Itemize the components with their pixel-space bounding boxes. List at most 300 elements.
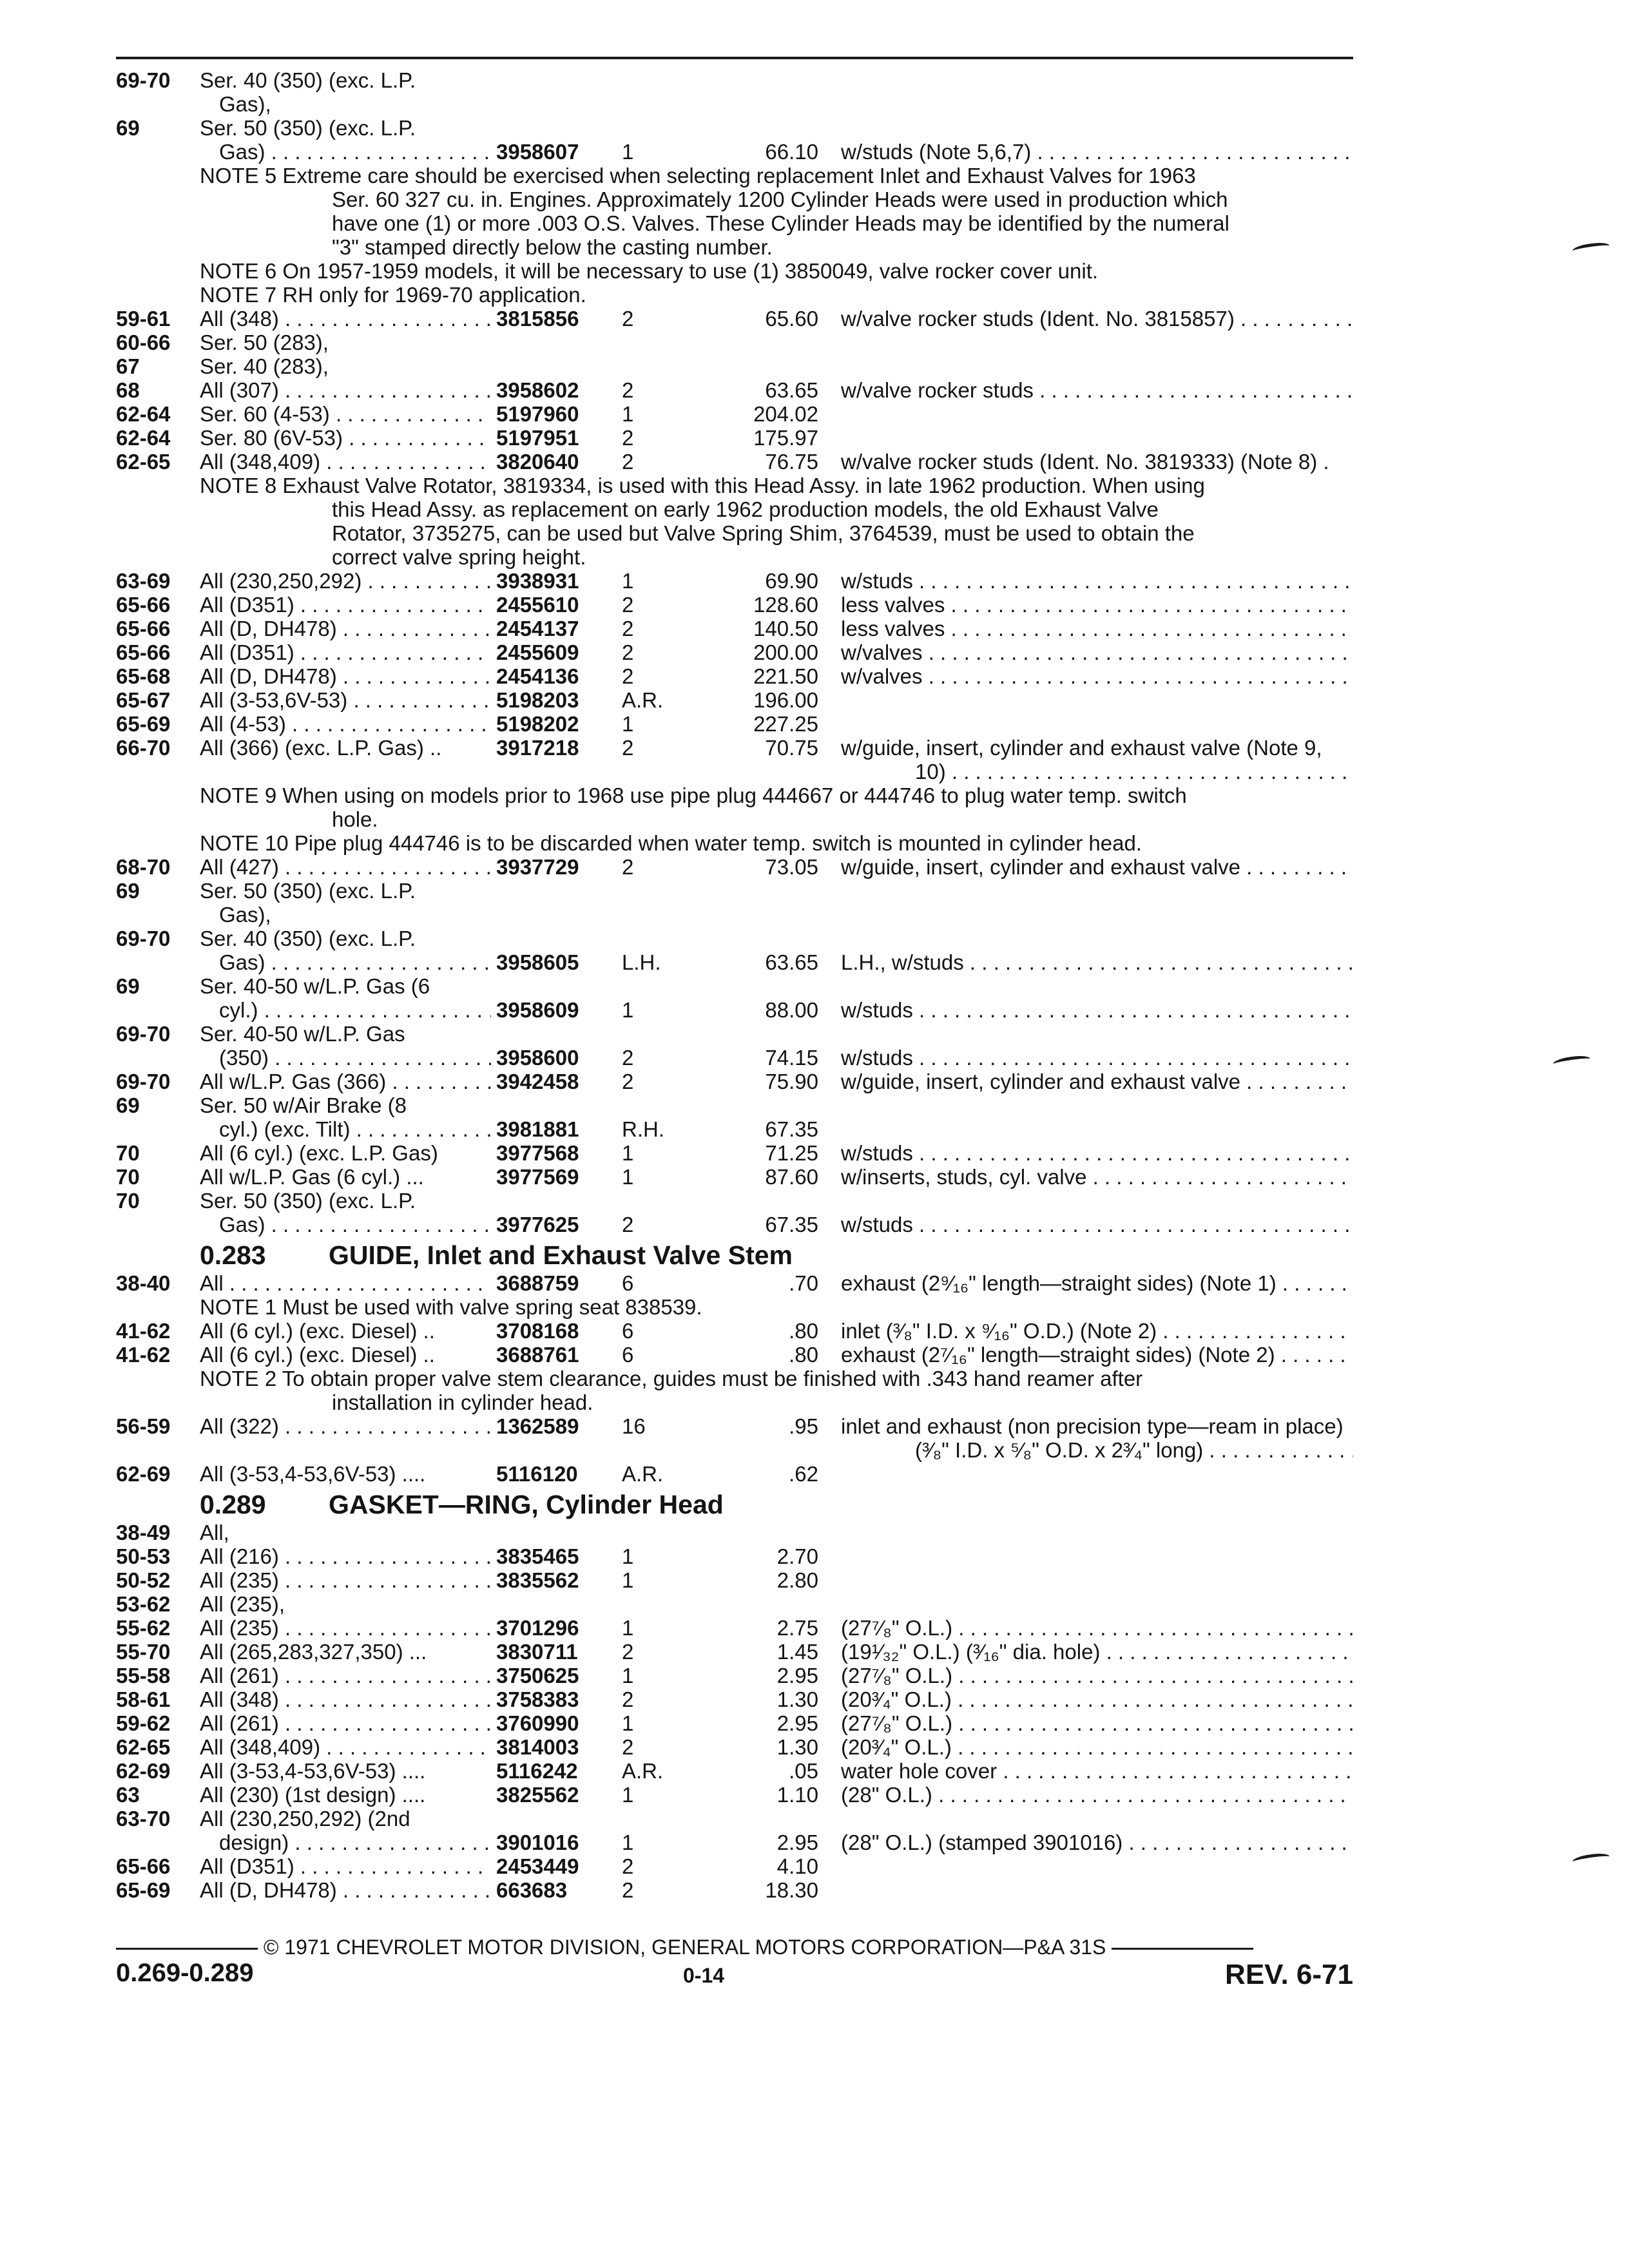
table-row xyxy=(116,426,1366,450)
application-description: Ser. 40 (283), xyxy=(200,354,329,378)
application-description: All (235) . . . xyxy=(200,1568,594,1592)
application-description: All (230,250,292) (2nd xyxy=(200,1807,410,1831)
application-description: All (3-53,6V-53) . . . xyxy=(200,688,594,712)
model-years: 67 xyxy=(116,354,140,378)
note-text: NOTE 8 Exhaust Valve Rotator, 3819334, is used with this Head Assy. in late 1962 production. When using xyxy=(200,474,1205,497)
table-row xyxy=(116,1711,1366,1735)
part-number: 3835562 xyxy=(491,1568,628,1592)
table-row xyxy=(116,1544,1366,1568)
application-description: Ser. 50 w/Air Brake (8 xyxy=(200,1093,407,1117)
table-row xyxy=(116,855,1366,879)
part-number: 3825562 xyxy=(491,1783,628,1807)
remarks: 10) . . . xyxy=(915,760,1353,783)
part-number: 5198203 xyxy=(491,688,628,712)
list-price: 196.00 xyxy=(753,688,818,712)
remarks: (27⁷⁄₈" O.L.) . . . xyxy=(841,1711,1353,1735)
table-row xyxy=(116,1521,1366,1544)
remarks: w/studs . . . xyxy=(841,1213,1353,1236)
remarks: (27⁷⁄₈" O.L.) . . . xyxy=(841,1664,1353,1687)
application-description: design) . . . xyxy=(219,1831,594,1854)
part-number: 3815856 xyxy=(491,307,628,331)
quantity: A.R. xyxy=(622,688,664,712)
note-continuation: installation in cylinder head. xyxy=(332,1390,593,1414)
quantity: 2 xyxy=(622,1735,634,1759)
quantity: 2 xyxy=(622,664,634,688)
application-description: All (348,409) . . . xyxy=(200,1735,594,1759)
model-years: 69-70 xyxy=(116,1022,171,1046)
model-years: 50-53 xyxy=(116,1544,171,1568)
remarks: less valves . . . xyxy=(841,617,1353,640)
note-block xyxy=(116,474,1366,569)
application-description: Ser. 40-50 w/L.P. Gas (6 xyxy=(200,974,430,998)
note-block xyxy=(116,783,1366,831)
note-continuation: Rotator, 3735275, can be used but Valve Spring Shim, 3764539, must be used to obtain the xyxy=(332,521,1195,545)
application-description: All (D, DH478) . . . xyxy=(200,1878,594,1902)
list-price: 227.25 xyxy=(753,712,818,736)
section-number: 0.283 xyxy=(200,1240,266,1270)
section-heading xyxy=(116,1239,1366,1271)
model-years: 41-62 xyxy=(116,1343,171,1367)
part-number: 3688759 xyxy=(491,1271,628,1295)
table-row xyxy=(116,664,1366,688)
note-text: NOTE 2 To obtain proper valve stem clearance, guides must be finished with .343 hand reamer after xyxy=(200,1367,1143,1390)
table-row xyxy=(116,140,1366,164)
list-price: 63.65 xyxy=(765,950,818,974)
remarks: L.H., w/studs . . . xyxy=(841,950,1353,974)
part-number: 5116120 xyxy=(491,1462,628,1486)
application-description: All (D351) . . . xyxy=(200,593,594,617)
list-price: 18.30 xyxy=(765,1878,818,1902)
remarks: (20³⁄₄" O.L.) . . . xyxy=(841,1735,1353,1759)
remarks: w/studs (Note 5,6,7) . . . xyxy=(841,140,1353,164)
list-price: 2.95 xyxy=(776,1711,818,1735)
application-description: All (261) . . . xyxy=(200,1664,594,1687)
quantity: A.R. xyxy=(622,1759,664,1783)
table-row xyxy=(116,378,1366,402)
table-row xyxy=(116,1093,1366,1117)
quantity: 2 xyxy=(622,1687,634,1711)
remarks: w/valves . . . xyxy=(841,640,1353,664)
model-years: 65-66 xyxy=(116,593,171,617)
list-price: 200.00 xyxy=(753,640,818,664)
table-row xyxy=(116,1343,1366,1367)
remarks: w/guide, insert, cylinder and exhaust valve . . . xyxy=(841,1070,1353,1093)
table-row xyxy=(116,569,1366,593)
list-price: 2.70 xyxy=(776,1544,818,1568)
remarks: (³⁄₈" I.D. x ⁵⁄₈" O.D. x 2³⁄₄" long) . . . xyxy=(915,1438,1353,1462)
list-price: .80 xyxy=(789,1343,818,1367)
table-row xyxy=(116,593,1366,617)
application-description: Ser. 40 (350) (exc. L.P. xyxy=(200,68,416,92)
quantity: 6 xyxy=(622,1271,634,1295)
part-number: 3958602 xyxy=(491,378,628,402)
application-description: Gas) . . . xyxy=(219,1213,594,1236)
remarks: w/valve rocker studs (Ident. No. 3815857) . . . xyxy=(841,307,1353,331)
list-price: .80 xyxy=(789,1319,818,1343)
part-number: 3942458 xyxy=(491,1070,628,1093)
list-price: 2.80 xyxy=(776,1568,818,1592)
table-row xyxy=(116,92,1366,116)
table-row xyxy=(116,1687,1366,1711)
table-row xyxy=(116,402,1366,426)
note-text: NOTE 1 Must be used with valve spring seat 838539. xyxy=(200,1295,702,1319)
model-years: 65-68 xyxy=(116,664,171,688)
model-years: 62-64 xyxy=(116,402,171,426)
remarks: w/valves . . . xyxy=(841,664,1353,688)
quantity: 2 xyxy=(622,378,634,402)
application-description: All (235) . . . xyxy=(200,1616,594,1640)
application-description: Ser. 60 (4-53) . . . xyxy=(200,402,594,426)
copyright-text: © 1971 CHEVROLET MOTOR DIVISION, GENERAL MOTORS CORPORATION—P&A 31S xyxy=(263,1936,1106,1959)
remarks: w/valve rocker studs . . . xyxy=(841,378,1353,402)
part-number: 2455609 xyxy=(491,640,628,664)
model-years: 65-66 xyxy=(116,1854,171,1878)
quantity: 2 xyxy=(622,855,634,879)
model-years: 59-62 xyxy=(116,1711,171,1735)
model-years: 62-64 xyxy=(116,426,171,450)
table-row xyxy=(116,1878,1366,1902)
part-number: 3958600 xyxy=(491,1046,628,1070)
quantity: 2 xyxy=(622,640,634,664)
model-years: 63 xyxy=(116,1783,140,1807)
table-row xyxy=(116,640,1366,664)
remarks: w/guide, insert, cylinder and exhaust valve . . . xyxy=(841,855,1353,879)
part-number: 3835465 xyxy=(491,1544,628,1568)
part-number: 3977569 xyxy=(491,1165,628,1189)
model-years: 59-61 xyxy=(116,307,171,331)
part-number: 3760990 xyxy=(491,1711,628,1735)
table-row xyxy=(116,1213,1366,1236)
application-description: Ser. 80 (6V-53) . . . xyxy=(200,426,594,450)
footer-rule-left xyxy=(116,1948,258,1950)
parts-catalog-page xyxy=(116,57,1366,1902)
list-price: 4.10 xyxy=(776,1854,818,1878)
model-years: 69 xyxy=(116,116,140,140)
list-price: 73.05 xyxy=(765,855,818,879)
remarks: (20³⁄₄" O.L.) . . . xyxy=(841,1687,1353,1711)
copyright-line xyxy=(116,1936,1353,1959)
note-block xyxy=(116,283,1366,307)
model-years: 65-67 xyxy=(116,688,171,712)
model-years: 66-70 xyxy=(116,736,171,760)
part-number: 3750625 xyxy=(491,1664,628,1687)
footer-rule-right xyxy=(1112,1948,1253,1950)
note-continuation: correct valve spring height. xyxy=(332,545,586,569)
list-price: 88.00 xyxy=(765,998,818,1022)
note-continuation: have one (1) or more .003 O.S. Valves. These Cylinder Heads may be identified by the numeral xyxy=(332,211,1229,235)
quantity: 2 xyxy=(622,450,634,474)
quantity: 1 xyxy=(622,1711,634,1735)
list-price: 70.75 xyxy=(765,736,818,760)
model-years: 58-61 xyxy=(116,1687,171,1711)
application-description: All (3-53,4-53,6V-53) .... xyxy=(200,1759,426,1783)
table-row xyxy=(116,688,1366,712)
application-description: All, xyxy=(200,1521,229,1544)
model-years: 62-65 xyxy=(116,450,171,474)
table-row xyxy=(116,1438,1366,1462)
application-description: All (D351) . . . xyxy=(200,1854,594,1878)
part-number: 3937729 xyxy=(491,855,628,879)
table-row xyxy=(116,760,1366,783)
model-years: 65-66 xyxy=(116,617,171,640)
quantity: 6 xyxy=(622,1343,634,1367)
list-price: 204.02 xyxy=(753,402,818,426)
application-description: Gas), xyxy=(219,92,271,116)
quantity: 1 xyxy=(622,1664,634,1687)
table-row xyxy=(116,1046,1366,1070)
part-number: 3708168 xyxy=(491,1319,628,1343)
list-price: 71.25 xyxy=(765,1141,818,1165)
model-years: 53-62 xyxy=(116,1592,171,1616)
note-continuation: "3" stamped directly below the casting number. xyxy=(332,235,773,259)
quantity: 2 xyxy=(622,617,634,640)
table-row xyxy=(116,1462,1366,1486)
remarks: w/valve rocker studs (Ident. No. 3819333) (Note 8) . xyxy=(841,450,1329,474)
model-years: 62-69 xyxy=(116,1759,171,1783)
note-text: NOTE 5 Extreme care should be exercised when selecting replacement Inlet and Exhaust Valves for 1963 xyxy=(200,164,1196,187)
quantity: 1 xyxy=(622,1783,634,1807)
table-row xyxy=(116,1854,1366,1878)
quantity: 1 xyxy=(622,1616,634,1640)
list-price: 1.30 xyxy=(776,1687,818,1711)
table-row xyxy=(116,1070,1366,1093)
quantity: 2 xyxy=(622,307,634,331)
part-number: 5197951 xyxy=(491,426,628,450)
list-price: 74.15 xyxy=(765,1046,818,1070)
application-description: Ser. 50 (283), xyxy=(200,331,329,354)
quantity: 16 xyxy=(622,1414,646,1438)
remarks: (27⁷⁄₈" O.L.) . . . xyxy=(841,1616,1353,1640)
model-years: 68 xyxy=(116,378,140,402)
part-number: 3958609 xyxy=(491,998,628,1022)
table-row xyxy=(116,1592,1366,1616)
remarks: exhaust (2⁷⁄₁₆" length—straight sides) (Note 2) . . . xyxy=(841,1343,1353,1367)
application-description: All (366) (exc. L.P. Gas) .. xyxy=(200,736,442,760)
table-row xyxy=(116,1189,1366,1213)
quantity: 2 xyxy=(622,1070,634,1093)
table-row xyxy=(116,1568,1366,1592)
note-block xyxy=(116,831,1366,855)
table-row xyxy=(116,1831,1366,1854)
application-description: cyl.) (exc. Tilt) . . . xyxy=(219,1117,594,1141)
remarks: (28" O.L.) . . . xyxy=(841,1783,1353,1807)
list-price: 69.90 xyxy=(765,569,818,593)
remarks: w/studs . . . xyxy=(841,1141,1353,1165)
part-number: 2454137 xyxy=(491,617,628,640)
application-description: All (265,283,327,350) ... xyxy=(200,1640,427,1664)
part-number: 2453449 xyxy=(491,1854,628,1878)
margin-tick-mark xyxy=(1572,1852,1610,1867)
part-number: 2455610 xyxy=(491,593,628,617)
section-number: 0.289 xyxy=(200,1490,266,1519)
table-row xyxy=(116,879,1366,903)
application-description: All (230) (1st design) .... xyxy=(200,1783,426,1807)
part-number: 3758383 xyxy=(491,1687,628,1711)
list-price: 66.10 xyxy=(765,140,818,164)
table-row xyxy=(116,1165,1366,1189)
quantity: 1 xyxy=(622,402,634,426)
quantity: 1 xyxy=(622,1568,634,1592)
application-description: All (D351) . . . xyxy=(200,640,594,664)
part-number: 2454136 xyxy=(491,664,628,688)
section-title: GASKET—RING, Cylinder Head xyxy=(329,1490,724,1519)
list-price: 67.35 xyxy=(765,1117,818,1141)
application-description: All (6 cyl.) (exc. Diesel) .. xyxy=(200,1319,435,1343)
list-price: 2.75 xyxy=(776,1616,818,1640)
model-years: 38-40 xyxy=(116,1271,171,1295)
table-row xyxy=(116,354,1366,378)
list-price: 2.95 xyxy=(776,1831,818,1854)
part-number: 3958605 xyxy=(491,950,628,974)
model-years: 62-65 xyxy=(116,1735,171,1759)
application-description: Ser. 50 (350) (exc. L.P. xyxy=(200,1189,416,1213)
model-years: 69-70 xyxy=(116,1070,171,1093)
quantity: 1 xyxy=(622,998,634,1022)
application-description: All . . . xyxy=(200,1271,594,1295)
part-number: 3701296 xyxy=(491,1616,628,1640)
list-price: .62 xyxy=(789,1462,818,1486)
quantity: R.H. xyxy=(622,1117,664,1141)
application-description: All (427) . . . xyxy=(200,855,594,879)
application-description: All (6 cyl.) (exc. L.P. Gas) xyxy=(200,1141,438,1165)
quantity: A.R. xyxy=(622,1462,664,1486)
remarks: water hole cover . . . xyxy=(841,1759,1353,1783)
application-description: All (322) . . . xyxy=(200,1414,594,1438)
part-number: 5116242 xyxy=(491,1759,628,1783)
list-price: 140.50 xyxy=(753,617,818,640)
quantity: 2 xyxy=(622,1046,634,1070)
application-description: cyl.) . . . xyxy=(219,998,594,1022)
list-price: 75.90 xyxy=(765,1070,818,1093)
application-description: All w/L.P. Gas (6 cyl.) ... xyxy=(200,1165,424,1189)
application-description: All (307) . . . xyxy=(200,378,594,402)
note-block xyxy=(116,1295,1366,1319)
remarks: (19¹⁄₃₂" O.L.) (³⁄₁₆" dia. hole) . . . xyxy=(841,1640,1353,1664)
application-description: All (348) . . . xyxy=(200,1687,594,1711)
part-number: 3981881 xyxy=(491,1117,628,1141)
quantity: 2 xyxy=(622,736,634,760)
model-years: 63-70 xyxy=(116,1807,171,1831)
table-row xyxy=(116,736,1366,760)
list-price: 1.30 xyxy=(776,1735,818,1759)
table-row xyxy=(116,1616,1366,1640)
part-number: 3917218 xyxy=(491,736,628,760)
part-number: 3814003 xyxy=(491,1735,628,1759)
part-number: 3820640 xyxy=(491,450,628,474)
model-years: 55-62 xyxy=(116,1616,171,1640)
model-years: 55-58 xyxy=(116,1664,171,1687)
model-years: 62-69 xyxy=(116,1462,171,1486)
quantity: 1 xyxy=(622,569,634,593)
list-price: .95 xyxy=(789,1414,818,1438)
list-price: 175.97 xyxy=(753,426,818,450)
application-description: Gas) . . . xyxy=(219,950,594,974)
table-row xyxy=(116,1664,1366,1687)
model-years: 69-70 xyxy=(116,927,171,950)
quantity: L.H. xyxy=(622,950,661,974)
part-number: 3688761 xyxy=(491,1343,628,1367)
part-number: 3958607 xyxy=(491,140,628,164)
top-rule xyxy=(116,57,1353,59)
quantity: 1 xyxy=(622,712,634,736)
model-years: 65-66 xyxy=(116,640,171,664)
list-price: 128.60 xyxy=(753,593,818,617)
list-price: 76.75 xyxy=(765,450,818,474)
model-years: 69 xyxy=(116,1093,140,1117)
part-number: 3938931 xyxy=(491,569,628,593)
note-block xyxy=(116,1367,1366,1414)
remarks: w/studs . . . xyxy=(841,1046,1353,1070)
table-row xyxy=(116,116,1366,140)
remarks: w/studs . . . xyxy=(841,569,1353,593)
application-description: Gas) . . . xyxy=(219,140,594,164)
application-description: All (4-53) . . . xyxy=(200,712,594,736)
model-years: 70 xyxy=(116,1141,140,1165)
quantity: 2 xyxy=(622,1213,634,1236)
section-title: GUIDE, Inlet and Exhaust Valve Stem xyxy=(329,1240,793,1270)
list-price: .05 xyxy=(789,1759,818,1783)
remarks: less valves . . . xyxy=(841,593,1353,617)
list-price: 1.10 xyxy=(776,1783,818,1807)
table-row xyxy=(116,1807,1366,1831)
application-description: All (216) . . . xyxy=(200,1544,594,1568)
model-years: 65-69 xyxy=(116,712,171,736)
model-years: 65-69 xyxy=(116,1878,171,1902)
model-years: 70 xyxy=(116,1189,140,1213)
model-years: 68-70 xyxy=(116,855,171,879)
note-block xyxy=(116,164,1366,259)
application-description: All (230,250,292) . . . xyxy=(200,569,594,593)
table-row xyxy=(116,331,1366,354)
table-row xyxy=(116,617,1366,640)
application-description: Ser. 50 (350) (exc. L.P. xyxy=(200,116,416,140)
quantity: 1 xyxy=(622,1141,634,1165)
part-number: 663683 xyxy=(491,1878,628,1902)
list-price: 63.65 xyxy=(765,378,818,402)
table-row xyxy=(116,1735,1366,1759)
note-continuation: this Head Assy. as replacement on early 1962 production models, the old Exhaust Valve xyxy=(332,497,1159,521)
application-description: All (D, DH478) . . . xyxy=(200,664,594,688)
model-years: 69 xyxy=(116,879,140,903)
model-years: 56-59 xyxy=(116,1414,171,1438)
margin-tick-mark xyxy=(1552,1054,1591,1069)
application-description: All (348) . . . xyxy=(200,307,594,331)
part-number: 5197960 xyxy=(491,402,628,426)
model-years: 69 xyxy=(116,974,140,998)
quantity: 1 xyxy=(622,140,634,164)
quantity: 6 xyxy=(622,1319,634,1343)
list-price: 221.50 xyxy=(753,664,818,688)
quantity: 2 xyxy=(622,1640,634,1664)
model-years: 60-66 xyxy=(116,331,171,354)
quantity: 2 xyxy=(622,1854,634,1878)
table-row xyxy=(116,1141,1366,1165)
list-price: 67.35 xyxy=(765,1213,818,1236)
model-years: 55-70 xyxy=(116,1640,171,1664)
catalog-sections xyxy=(116,68,1366,1902)
remarks: exhaust (2⁹⁄₁₆" length—straight sides) (Note 1) . . . xyxy=(841,1271,1353,1295)
list-price: .70 xyxy=(789,1271,818,1295)
model-years: 70 xyxy=(116,1165,140,1189)
table-row xyxy=(116,1022,1366,1046)
part-number: 3830711 xyxy=(491,1640,628,1664)
application-description: All (348,409) . . . xyxy=(200,450,594,474)
part-number: 3977568 xyxy=(491,1141,628,1165)
application-description: Gas), xyxy=(219,903,271,927)
table-row xyxy=(116,998,1366,1022)
note-text: NOTE 6 On 1957-1959 models, it will be necessary to use (1) 3850049, valve rocker cover unit. xyxy=(200,259,1099,283)
quantity: 2 xyxy=(622,426,634,450)
